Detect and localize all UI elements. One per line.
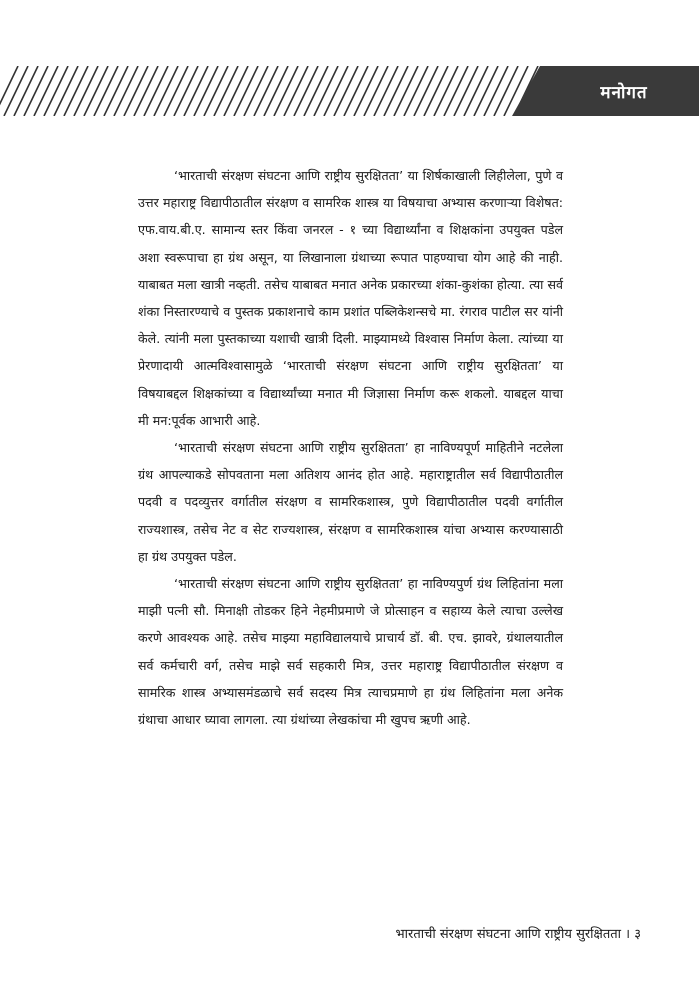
body-text	[138, 162, 563, 733]
stripe-line	[194, 66, 218, 116]
stripe-line	[294, 66, 318, 116]
stripe-line	[154, 66, 178, 116]
stripe-line	[254, 66, 278, 116]
stripe-line	[134, 66, 158, 116]
stripe-line	[164, 66, 188, 116]
stripe-line	[444, 66, 468, 116]
stripe-line	[304, 66, 328, 116]
stripe-line	[174, 66, 198, 116]
stripe-line	[454, 66, 478, 116]
stripe-line	[94, 66, 118, 116]
stripe-line	[284, 66, 308, 116]
stripe-line	[264, 66, 288, 116]
stripe-line	[104, 66, 128, 116]
stripe-line	[494, 66, 518, 116]
stripe-line	[114, 66, 138, 116]
stripe-line	[24, 66, 48, 116]
stripe-line	[484, 66, 508, 116]
stripe-line	[44, 66, 68, 116]
stripe-line	[184, 66, 208, 116]
stripe-line	[394, 66, 418, 116]
stripe-line	[84, 66, 108, 116]
stripe-line	[14, 66, 38, 116]
stripe-line	[214, 66, 238, 116]
stripe-line	[334, 66, 358, 116]
stripe-line	[324, 66, 348, 116]
stripe-line	[74, 66, 98, 116]
stripe-line	[404, 66, 428, 116]
stripe-line	[34, 66, 58, 116]
stripe-line	[424, 66, 448, 116]
stripe-line	[274, 66, 298, 116]
stripe-line	[464, 66, 488, 116]
stripe-line	[414, 66, 438, 116]
stripe-line	[4, 66, 28, 116]
stripe-line	[54, 66, 78, 116]
stripe-line	[434, 66, 458, 116]
stripe-line	[344, 66, 368, 116]
stripe-line	[64, 66, 88, 116]
stripe-line	[144, 66, 168, 116]
stripe-line	[364, 66, 388, 116]
stripe-line	[234, 66, 258, 116]
stripe-line	[474, 66, 498, 116]
stripe-line	[314, 66, 338, 116]
footer-running-title: भारताची संरक्षण संघटना आणि राष्ट्रीय सुरक्षितता । ३	[395, 927, 641, 942]
paragraph-2: ‘भारताची संरक्षण संघटना आणि राष्ट्रीय सुरक्षितता’ हा नाविण्यपूर्ण माहितीने नटलेला ग्रंथ आपल्याकडे सोपवताना मला अतिशय आनंद होत आहे. महाराष्ट्रातील सर्व विद्यापीठातील पदवी व पदव्युत्तर वर्गातील संरक्षण व सामरिकशास्त्र, पुणे विद्यापीठातील पदवी वर्गातील राज्यशास्त्र, तसेच नेट व सेट राज्यशास्त्र, संरक्षण व सामरिकशास्त्र यांचा अभ्यास करण्यासाठी हा ग्रंथ उपयुक्त पडेल.	[138, 440, 563, 564]
stripe-line	[374, 66, 398, 116]
stripe-line	[204, 66, 228, 116]
paragraph-1: ‘भारताची संरक्षण संघटना आणि राष्ट्रीय सुरक्षितता’ या शिर्षकाखाली लिहीलेला, पुणे व उत्तर महाराष्ट्र विद्यापीठातील संरक्षण व सामरिक शास्त्र या विषयाचा अभ्यास करणाऱ्या विशेषत: एफ.वाय.बी.ए. सामान्य स्तर किंवा जनरल - १ च्या विद्यार्थ्यांना व शिक्षकांना उपयुक्त पडेल अशा स्वरूपाचा हा ग्रंथ असून, या लिखानाला ग्रंथाच्या रूपात पाहण्याचा योग आहे की नाही. याबाबत मला खात्री नव्हती. तसेच याबाबत मनात अनेक प्रकारच्या शंका-कुशंका होत्या. त्या सर्व शंका निस्तारण्याचे व पुस्तक प्रकाशनाचे काम प्रशांत पब्लिकेशन्सचे मा. रंगराव पाटील सर यांनी केले. त्यांनी मला पुस्तकाच्या यशाची खात्री दिली. माझ्यामध्ये विश्वास निर्माण केला. त्यांच्या या प्रेरणादायी आत्मविश्वासामुळे ‘भारताची संरक्षण संघटना आणि राष्ट्रीय सुरक्षितता’ या विषयाबद्दल शिक्षकांच्या व विद्यार्थ्यांच्या मनात मी जिज्ञासा निर्माण करू शकलो. याबद्दल याचा मी मन:पूर्वक आभारी आहे.	[138, 168, 563, 428]
paragraph-3: ‘भारताची संरक्षण संघटना आणि राष्ट्रीय सुरक्षितता’ हा नाविण्यपुर्ण ग्रंथ लिहितांना मला माझी पत्नी सौ. मिनाक्षी तोडकर हिने नेहमीप्रमाणे जे प्रोत्साहन व सहाय्य केले त्याचा उल्लेख करणे आवश्यक आहे. तसेच माझ्या महाविद्यालयाचे प्राचार्य डॉ. बी. एच. झावरे, ग्रंथालयातील सर्व कर्मचारी वर्ग, तसेच माझे सर्व सहकारी मित्र, उत्तर महाराष्ट्र विद्यापीठातील संरक्षण व सामरिक शास्त्र अभ्यासमंडळाचे सर्व सदस्य मित्र त्याचप्रमाणे हा ग्रंथ लिहितांना मला अनेक ग्रंथाचा आधार घ्यावा लागला. त्या ग्रंथांच्या लेखकांचा मी खुपच ऋणी आहे.	[138, 576, 563, 728]
stripe-line	[244, 66, 268, 116]
section-title: मनोगत	[600, 82, 648, 103]
stripe-line	[354, 66, 378, 116]
stripe-line	[224, 66, 248, 116]
stripe-line	[124, 66, 148, 116]
stripe-line	[384, 66, 408, 116]
